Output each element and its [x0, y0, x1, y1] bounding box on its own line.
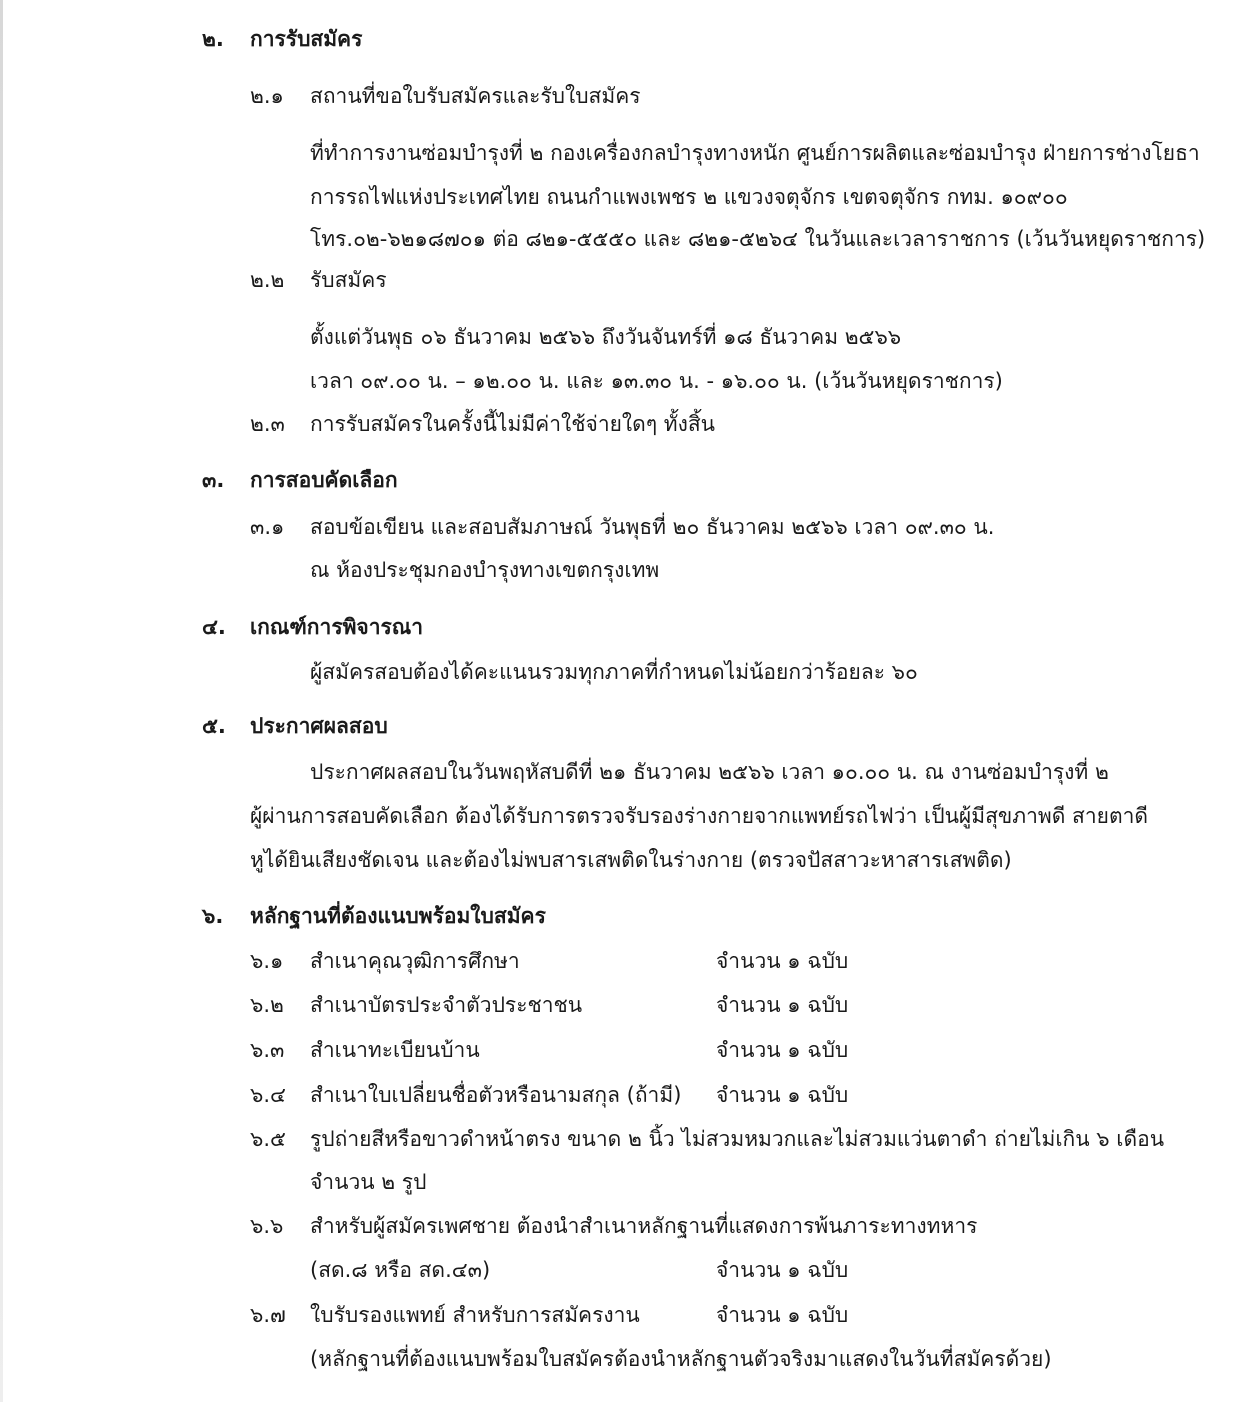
item-6-3-text: สำเนาทะเบียนบ้าน: [310, 1038, 480, 1062]
item-6-4-qty: จำนวน ๑ ฉบับ: [716, 1083, 849, 1107]
section-2-number: ๒.: [202, 27, 224, 51]
section-5-number: ๕.: [202, 714, 226, 738]
item-6-2-qty: จำนวน ๑ ฉบับ: [716, 993, 849, 1017]
item-2-2-number: ๒.๒: [250, 268, 285, 292]
section-4-title: เกณฑ์การพิจารณา: [250, 615, 424, 639]
item-2-2-line: เวลา ๐๙.๐๐ น. – ๑๒.๐๐ น. และ ๑๓.๓๐ น. - ๑๖.๐๐ น. (เว้นวันหยุดราชการ): [310, 369, 1003, 393]
item-6-5-number: ๖.๕: [250, 1127, 286, 1151]
item-6-1-text: สำเนาคุณวุฒิการศึกษา: [310, 949, 520, 973]
item-2-1-line: โทร.๐๒-๖๒๑๘๗๐๑ ต่อ ๘๒๑-๕๕๕๐ และ ๘๒๑-๕๒๖๔ ในวันและเวลาราชการ (เว้นวันหยุดราชการ): [310, 227, 1206, 251]
item-2-1-text: สถานที่ขอใบรับสมัครและรับใบสมัคร: [310, 84, 641, 108]
item-6-4-number: ๖.๔: [250, 1083, 286, 1107]
item-6-2-number: ๖.๒: [250, 993, 284, 1017]
item-6-6-qty: จำนวน ๑ ฉบับ: [716, 1258, 849, 1282]
section-3-number: ๓.: [202, 468, 225, 492]
item-6-1-number: ๖.๑: [250, 949, 284, 973]
item-2-2-line: ตั้งแต่วันพุธ ๐๖ ธันวาคม ๒๕๖๖ ถึงวันจันทร์ที่ ๑๘ ธันวาคม ๒๕๖๖: [310, 325, 902, 349]
item-6-7-qty: จำนวน ๑ ฉบับ: [716, 1303, 849, 1327]
item-6-6-line: (สด.๘ หรือ สด.๔๓): [310, 1258, 491, 1282]
section-5-line: หูได้ยินเสียงชัดเจน และต้องไม่พบสารเสพติดในร่างกาย (ตรวจปัสสาวะหาสารเสพติด): [250, 848, 1012, 872]
item-6-4-text: สำเนาใบเปลี่ยนชื่อตัวหรือนามสกุล (ถ้ามี): [310, 1083, 682, 1107]
item-2-3-number: ๒.๓: [250, 412, 285, 436]
section-3-title: การสอบคัดเลือก: [250, 468, 398, 492]
item-2-3-text: การรับสมัครในครั้งนี้ไม่มีค่าใช้จ่ายใดๆ ทั้งสิ้น: [310, 412, 716, 436]
section-5-line: ประกาศผลสอบในวันพฤหัสบดีที่ ๒๑ ธันวาคม ๒๕๖๖ เวลา ๑๐.๐๐ น. ณ งานซ่อมบำรุงที่ ๒: [310, 760, 1109, 784]
section-4-text: ผู้สมัครสอบต้องได้คะแนนรวมทุกภาคที่กำหนดไม่น้อยกว่าร้อยละ ๖๐: [310, 660, 918, 684]
item-3-1-text: สอบข้อเขียน และสอบสัมภาษณ์ วันพุธที่ ๒๐ ธันวาคม ๒๕๖๖ เวลา ๐๙.๓๐ น.: [310, 515, 995, 539]
item-6-3-number: ๖.๓: [250, 1038, 285, 1062]
section-5-line: ผู้ผ่านการสอบคัดเลือก ต้องได้รับการตรวจรับรองร่างกายจากแพทย์รถไฟว่า เป็นผู้มีสุขภาพดี สายตาดี: [250, 804, 1149, 828]
item-6-5-text: รูปถ่ายสีหรือขาวดำหน้าตรง ขนาด ๒ นิ้ว ไม่สวมหมวกและไม่สวมแว่นตาดำ ถ่ายไม่เกิน ๖ เดือน: [310, 1127, 1165, 1151]
item-2-1-line: ที่ทำการงานซ่อมบำรุงที่ ๒ กองเครื่องกลบำรุงทางหนัก ศูนย์การผลิตและซ่อมบำรุง ฝ่ายการช่างโยธา: [310, 141, 1200, 165]
item-6-7-note: (หลักฐานที่ต้องแนบพร้อมใบสมัครต้องนำหลักฐานตัวจริงมาแสดงในวันที่สมัครด้วย): [310, 1347, 1052, 1371]
item-6-2-text: สำเนาบัตรประจำตัวประชาชน: [310, 993, 583, 1017]
section-5-title: ประกาศผลสอบ: [250, 714, 388, 738]
item-2-2-text: รับสมัคร: [310, 268, 387, 292]
item-6-7-text: ใบรับรองแพทย์ สำหรับการสมัครงาน: [310, 1303, 640, 1327]
item-6-6-number: ๖.๖: [250, 1214, 284, 1238]
item-6-1-qty: จำนวน ๑ ฉบับ: [716, 949, 849, 973]
scan-edge: [0, 0, 3, 1402]
item-3-1-line: ณ ห้องประชุมกองบำรุงทางเขตกรุงเทพ: [310, 558, 660, 582]
section-6-number: ๖.: [202, 904, 224, 928]
item-2-1-line: การรถไฟแห่งประเทศไทย ถนนกำแพงเพชร ๒ แขวงจตุจักร เขตจตุจักร กทม. ๑๐๙๐๐: [310, 185, 1068, 209]
item-6-7-number: ๖.๗: [250, 1303, 286, 1327]
item-2-1-number: ๒.๑: [250, 84, 284, 108]
section-6-title: หลักฐานที่ต้องแนบพร้อมใบสมัคร: [250, 904, 546, 928]
item-3-1-number: ๓.๑: [250, 515, 285, 539]
section-2-title: การรับสมัคร: [250, 27, 363, 51]
item-6-6-text: สำหรับผู้สมัครเพศชาย ต้องนำสำเนาหลักฐานที่แสดงการพ้นภาระทางทหาร: [310, 1214, 978, 1238]
section-4-number: ๔.: [202, 615, 226, 639]
item-6-3-qty: จำนวน ๑ ฉบับ: [716, 1038, 849, 1062]
item-6-5-line: จำนวน ๒ รูป: [310, 1170, 427, 1194]
